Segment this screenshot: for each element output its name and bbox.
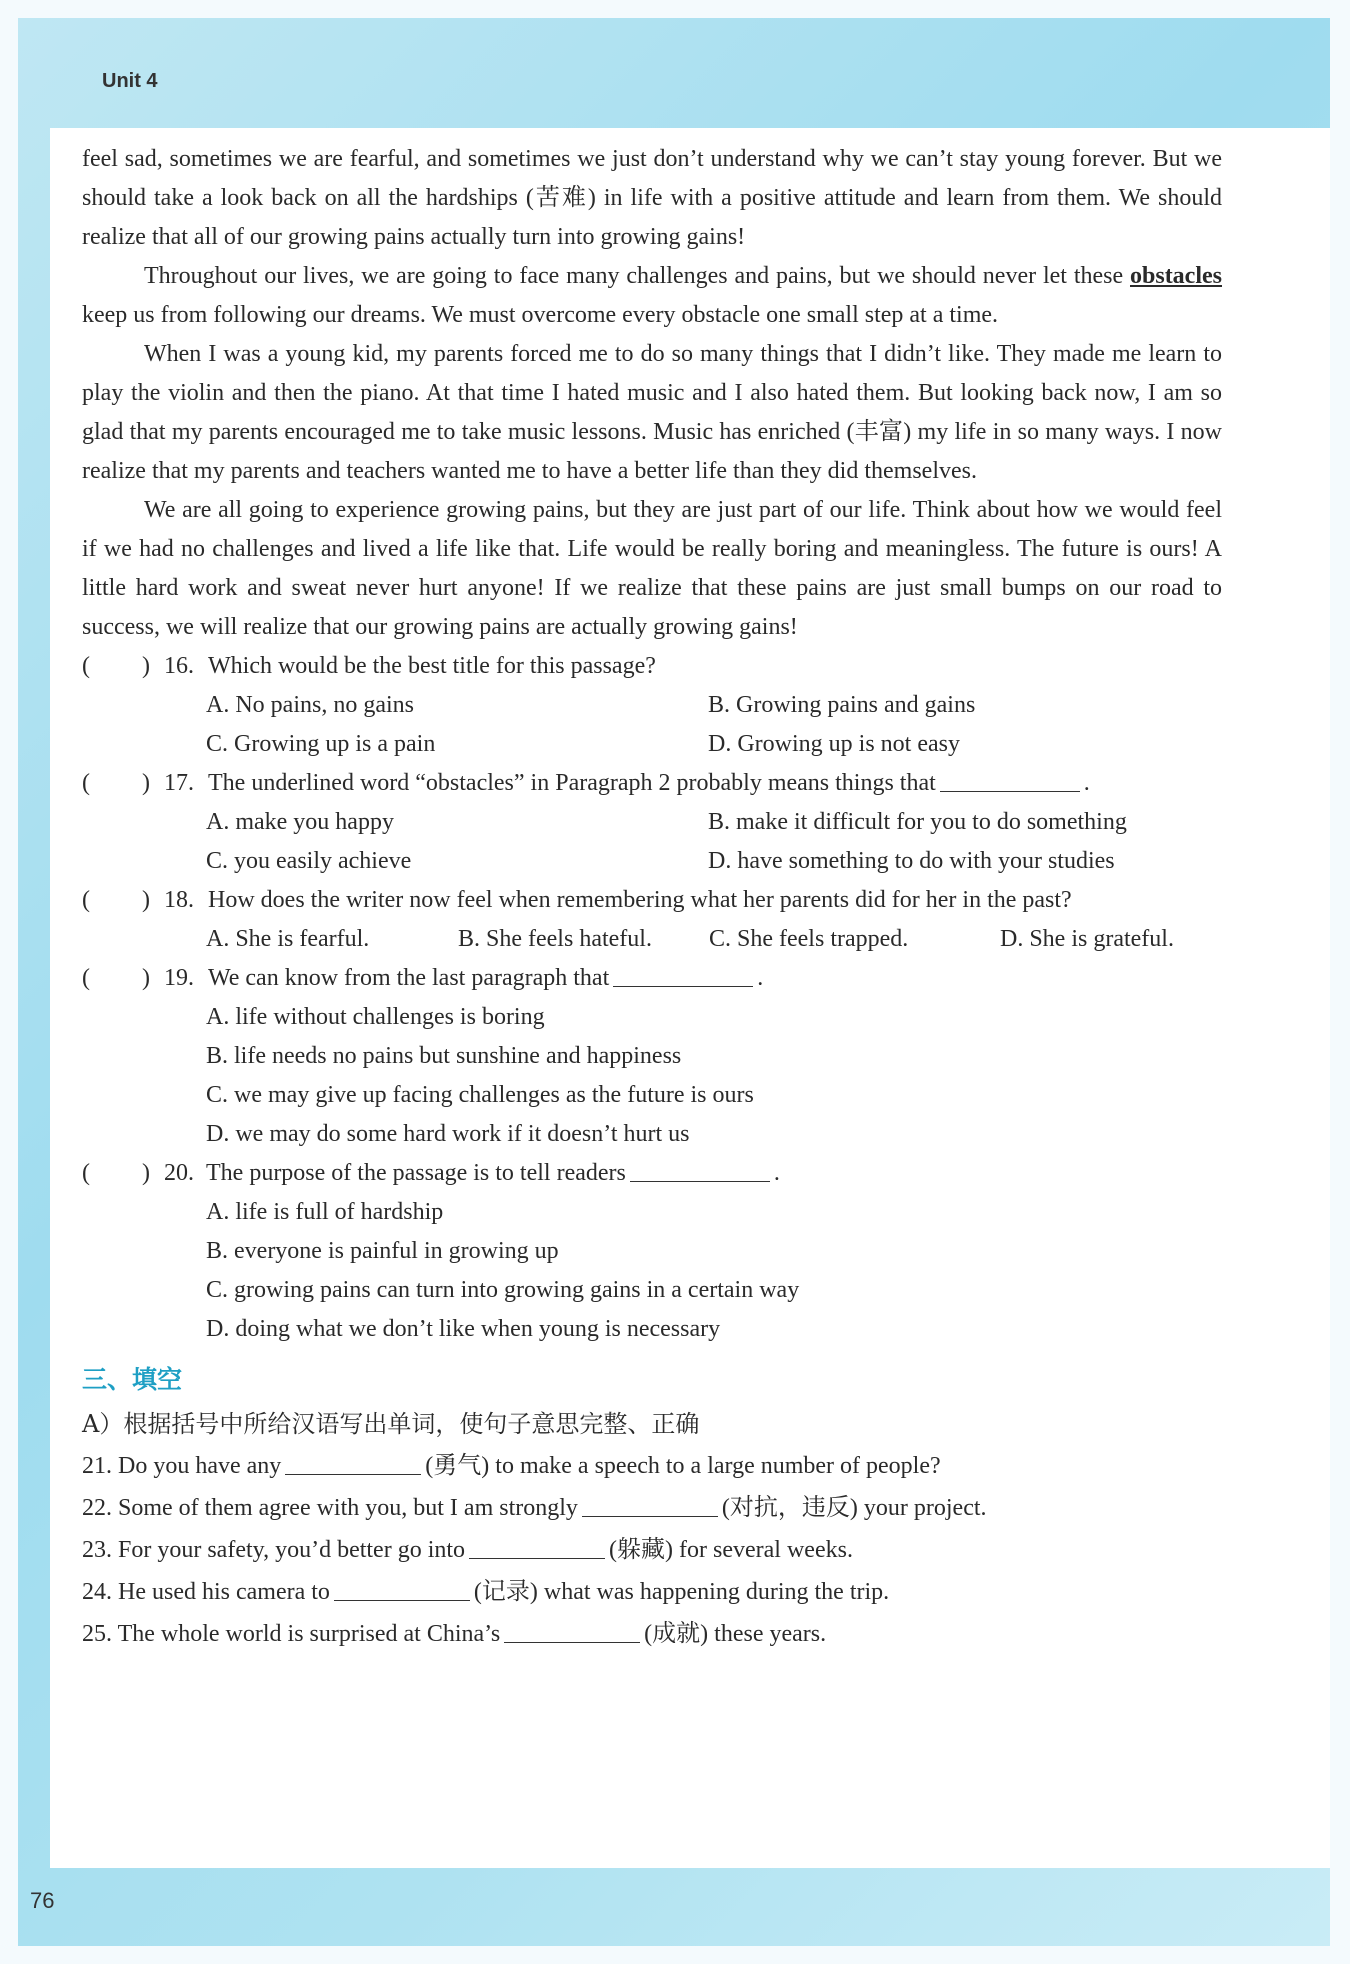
answer-blank[interactable] <box>334 1574 470 1601</box>
section-3-instruction: A）根据括号中所给汉语写出单词，使句子意思完整、正确 <box>82 1410 700 1438</box>
option-d: D. we may do some hard work if it doesn’t hurt us <box>206 1121 690 1147</box>
option-c: C. we may give up facing challenges as the future is ours <box>206 1082 754 1108</box>
option-b: B. make it difficult for you to do something <box>708 809 1127 835</box>
answer-paren-open: ( <box>82 887 90 913</box>
passage-paragraph-2: Throughout our lives, we are going to face many challenges and pains, but we should never let these obstacles keep us from following our dreams. We must overcome every obstacle one small step at a time. <box>82 263 1222 328</box>
options-row <box>82 842 1222 881</box>
answer-paren-open: ( <box>82 1160 90 1186</box>
underlined-word: obstacles <box>1130 263 1222 289</box>
answer-blank[interactable] <box>469 1532 605 1559</box>
options-row <box>82 1193 1222 1232</box>
answer-paren-close: ) <box>142 653 150 679</box>
option-b: B. life needs no pains but sunshine and happiness <box>206 1043 682 1069</box>
answer-paren-close: ) <box>142 887 150 913</box>
question-16 <box>82 647 1222 686</box>
answer-paren-open: ( <box>82 653 90 679</box>
question-number: 19. <box>164 965 194 991</box>
page-content <box>82 140 1222 1655</box>
option-a: A. life without challenges is boring <box>206 1004 545 1030</box>
answer-paren-open: ( <box>82 770 90 796</box>
question-19 <box>82 959 1222 998</box>
answer-paren-close: ) <box>142 965 150 991</box>
options-row <box>82 1271 1222 1310</box>
options-row <box>82 1115 1222 1154</box>
fill-item-21: 21. Do you have any (勇气) to make a speech to a large number of people? <box>82 1445 1222 1487</box>
passage-paragraph-4: We are all going to experience growing pains, but they are just part of our life. Think about how we would feel if we had no challenges and lived a life like that. Life would be really boring and meaningless. The future is ours! A little hard work and sweat never hurt anyone! If we realize that these pains are just small bumps on our road to success, we will realize that our growing pains are actually growing gains! <box>82 497 1222 640</box>
question-17 <box>82 764 1222 803</box>
section-3-title: 三、填空 <box>82 1365 183 1394</box>
option-b: B. everyone is painful in growing up <box>206 1238 559 1264</box>
options-row <box>82 1076 1222 1115</box>
fill-item-25: 25. The whole world is surprised at China’s (成就) these years. <box>82 1613 1222 1655</box>
option-b: B. Growing pains and gains <box>708 692 976 718</box>
answer-blank[interactable] <box>582 1490 718 1517</box>
options-row <box>82 920 1222 959</box>
question-text: We can know from the last paragraph that . <box>208 959 763 998</box>
option-c: C. growing pains can turn into growing gains in a certain way <box>206 1277 800 1303</box>
options-row <box>82 803 1222 842</box>
answer-blank[interactable] <box>613 960 753 987</box>
option-a: A. life is full of hardship <box>206 1199 444 1225</box>
option-c: C. Growing up is a pain <box>206 731 436 757</box>
question-text: The purpose of the passage is to tell readers . <box>206 1154 780 1193</box>
passage-paragraph-1: feel sad, sometimes we are fearful, and sometimes we just don’t understand why we can’t stay young forever. But we should take a look back on all the hardships (苦难) in life with a positive attitude and learn from them. We should realize that all of our growing pains actually turn into growing gains! <box>82 146 1222 250</box>
page-number: 76 <box>30 1888 55 1913</box>
options-row <box>82 1310 1222 1349</box>
fill-item-24: 24. He used his camera to (记录) what was happening during the trip. <box>82 1571 1222 1613</box>
option-c: C. you easily achieve <box>206 848 412 874</box>
option-d: D. doing what we don’t like when young is necessary <box>206 1316 721 1342</box>
option-b: B. She feels hateful. <box>458 926 652 952</box>
option-a: A. No pains, no gains <box>206 692 414 718</box>
option-d: D. Growing up is not easy <box>708 731 960 757</box>
question-text: How does the writer now feel when remembering what her parents did for her in the past? <box>208 887 1072 913</box>
question-18 <box>82 881 1222 920</box>
fill-item-22: 22. Some of them agree with you, but I am strongly (对抗，违反) your project. <box>82 1487 1222 1529</box>
question-text: Which would be the best title for this passage? <box>208 653 656 679</box>
options-row <box>82 1037 1222 1076</box>
options-row <box>82 998 1222 1037</box>
option-d: D. have something to do with your studies <box>708 848 1115 874</box>
answer-blank[interactable] <box>630 1155 770 1182</box>
question-number: 17. <box>164 770 194 796</box>
question-number: 16. <box>164 653 194 679</box>
options-row <box>82 725 1222 764</box>
question-number: 18. <box>164 887 194 913</box>
option-c: C. She feels trapped. <box>709 926 909 952</box>
options-row <box>82 1232 1222 1271</box>
question-20 <box>82 1154 1222 1193</box>
answer-blank[interactable] <box>940 765 1080 792</box>
option-a: A. make you happy <box>206 809 394 835</box>
question-text: The underlined word “obstacles” in Paragraph 2 probably means things that . <box>208 764 1090 803</box>
answer-paren-close: ) <box>142 770 150 796</box>
option-a: A. She is fearful. <box>206 926 370 952</box>
unit-label: Unit 4 <box>102 70 158 92</box>
option-d: D. She is grateful. <box>1000 926 1174 952</box>
answer-blank[interactable] <box>285 1448 421 1475</box>
answer-blank[interactable] <box>504 1616 640 1643</box>
question-number: 20. <box>164 1160 194 1186</box>
fill-item-23: 23. For your safety, you’d better go into (躲藏) for several weeks. <box>82 1529 1222 1571</box>
options-row <box>82 686 1222 725</box>
answer-paren-close: ) <box>142 1160 150 1186</box>
answer-paren-open: ( <box>82 965 90 991</box>
passage-paragraph-3: When I was a young kid, my parents forced me to do so many things that I didn’t like. They made me learn to play the violin and then the piano. At that time I hated music and I also hated them. But looking back now, I am so glad that my parents encouraged me to take music lessons. Music has enriched (丰富) my life in so many ways. I now realize that my parents and teachers wanted me to have a better life than they did themselves. <box>82 341 1222 484</box>
